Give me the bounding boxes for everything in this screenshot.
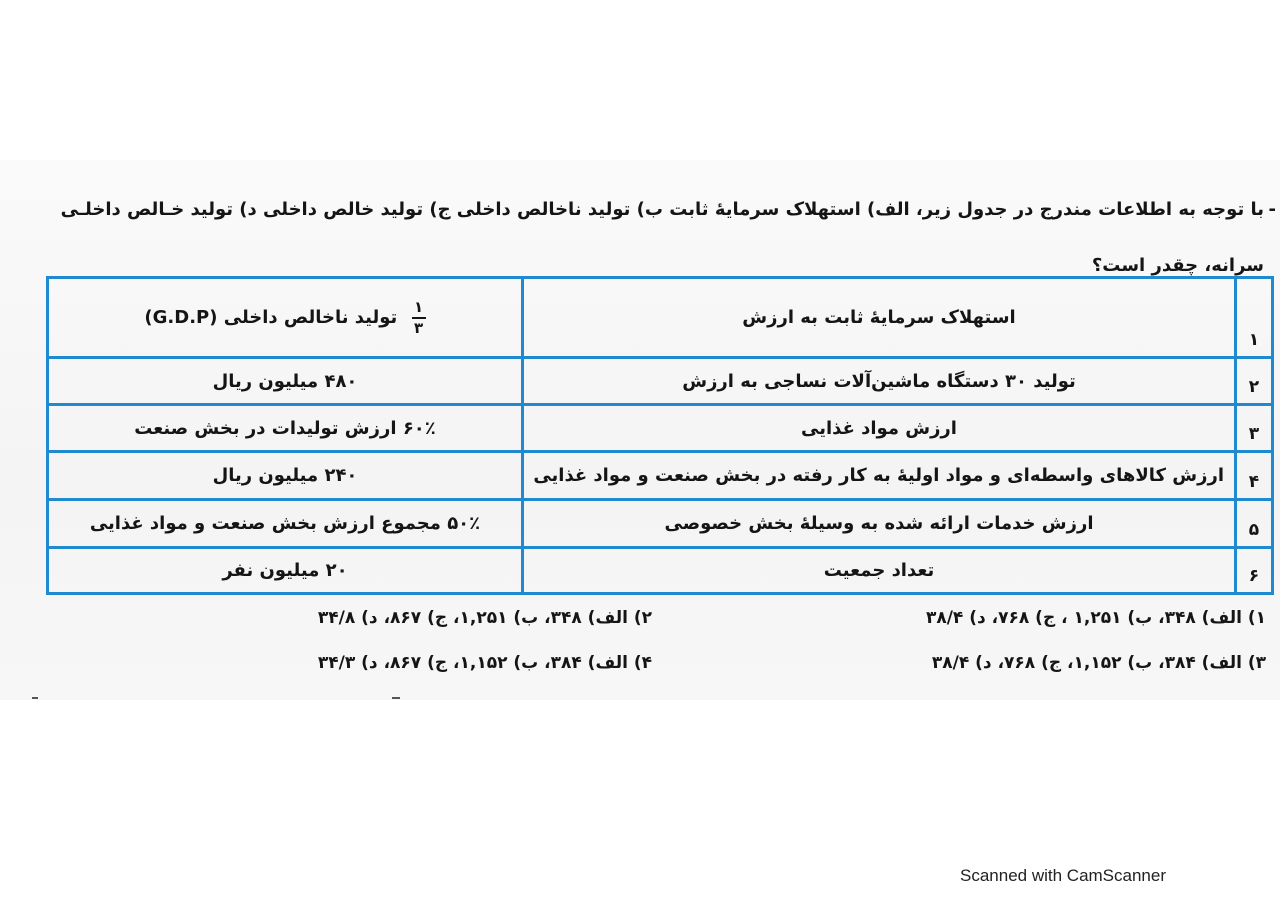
option-2[interactable]: ۲) الف) ۳۴۸، ب) ۱,۲۵۱، ج) ۸۶۷، د) ۳۴/۸ [317,608,652,628]
row-value [48,278,523,358]
fraction-numerator: ۱ [414,297,424,316]
row-value-text: تولید ناخالص داخلی (G.D.P) [144,306,398,328]
question-line-1: با توجه به اطلاعات مندرج در جدول زیر، الف) استهلاک سرمایهٔ ثابت ب) تولید ناخالص داخلی ج) تولید خالص داخلی د) تولید خـالص داخلـی [60,199,1264,220]
option-1[interactable]: ۱) الف) ۳۴۸، ب) ۱,۲۵۱ ، ج) ۷۶۸، د) ۳۸/۴ [925,608,1266,628]
question-line-2: سرانه، چقدر است؟ [1091,255,1264,276]
row-description: استهلاک سرمایهٔ ثابت به ارزش [523,278,1236,358]
row-value: ۵۰٪ مجموع ارزش بخش صنعت و مواد غذایی [48,500,523,548]
row-number: ۱ [1236,278,1273,358]
table-row [48,548,1273,594]
row-number: ۴ [1236,452,1273,500]
row-number: ۶ [1236,548,1273,594]
row-value: ۴۸۰ میلیون ریال [48,358,523,405]
scan-mark [32,697,38,699]
option-4[interactable]: ۴) الف) ۳۸۴، ب) ۱,۱۵۲، ج) ۸۶۷، د) ۳۴/۳ [317,653,652,673]
row-value: ۶۰٪ ارزش تولیدات در بخش صنعت [48,405,523,452]
scan-mark [392,697,400,699]
row-value: ۲۴۰ میلیون ریال [48,452,523,500]
row-description: ارزش خدمات ارائه شده به وسیلهٔ بخش خصوصی [523,500,1236,548]
table-row [48,358,1273,405]
table-row [48,278,1273,358]
row-description: تولید ۳۰ دستگاه ماشین‌آلات نساجی به ارزش [523,358,1236,405]
question-dash: - [1268,199,1276,220]
option-3[interactable]: ۳) الف) ۳۸۴، ب) ۱,۱۵۲، ج) ۷۶۸، د) ۳۸/۴ [931,653,1266,673]
row-description: ارزش مواد غذایی [523,405,1236,452]
row-number: ۵ [1236,500,1273,548]
row-number: ۲ [1236,358,1273,405]
row-description: تعداد جمعیت [523,548,1236,594]
row-value: ۲۰ میلیون نفر [48,548,523,594]
table-row [48,500,1273,548]
one-third-fraction [412,299,426,337]
data-table [46,276,1274,595]
table-row [48,452,1273,500]
camscanner-footer: Scanned with CamScanner [960,866,1167,885]
fraction-denominator: ۳ [414,318,424,337]
table-row [48,405,1273,452]
row-description: ارزش کالاهای واسطه‌ای و مواد اولیهٔ به کار رفته در بخش صنعت و مواد غذایی [523,452,1236,500]
row-number: ۳ [1236,405,1273,452]
